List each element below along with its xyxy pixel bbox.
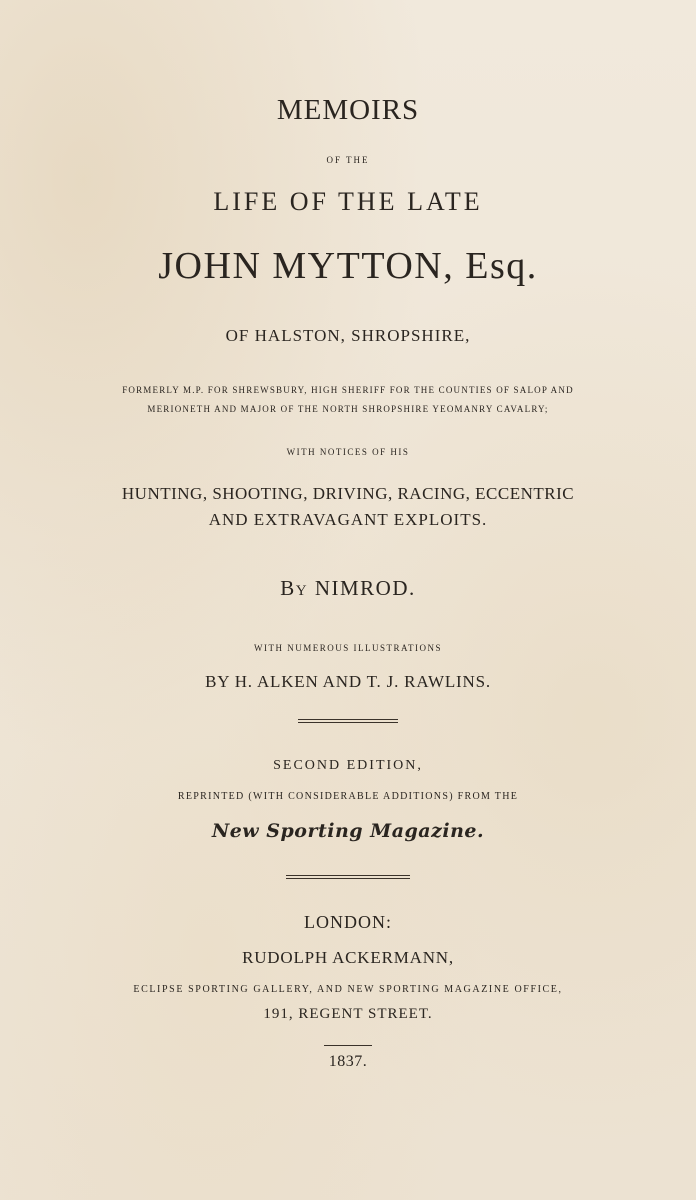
reprint-note: REPRINTED (WITH CONSIDERABLE ADDITIONS) FROM THE (177, 791, 519, 802)
exploits-line-1: HUNTING, SHOOTING, DRIVING, RACING, ECCENTRIC (121, 484, 575, 503)
double-rule-bottom (286, 875, 410, 879)
edition-line: SECOND EDITION, (273, 758, 423, 773)
year-line: 1837. (328, 1053, 368, 1070)
exploits-line-2: AND EXTRAVAGANT EXPLOITS. (208, 510, 488, 529)
of-the-label: OF THE (326, 155, 370, 165)
notices-line: WITH NOTICES OF HIS (286, 447, 410, 457)
life-of-late-line: LIFE OF THE LATE (213, 187, 483, 216)
magazine-name: New Sporting Magazine. (211, 820, 485, 842)
offices-line-2: MERIONETH AND MAJOR OF THE NORTH SHROPSHIRE YEOMANRY CAVALRY; (147, 404, 549, 414)
title-memoirs: MEMOIRS (276, 94, 420, 126)
residence-line: OF HALSTON, SHROPSHIRE, (225, 326, 471, 345)
double-rule-top (298, 719, 398, 723)
offices-line-1: FORMERLY M.P. FOR SHREWSBURY, HIGH SHERIFF FOR THE COUNTIES OF SALOP AND (122, 385, 574, 395)
publisher-line: RUDOLPH ACKERMANN, (242, 948, 454, 967)
city-line: LONDON: (304, 912, 392, 932)
byline: By NIMROD. (280, 576, 416, 600)
illustrators-line: BY H. ALKEN AND T. J. RAWLINS. (205, 672, 491, 691)
illustrations-intro: WITH NUMEROUS ILLUSTRATIONS (254, 643, 442, 653)
year-rule (324, 1045, 372, 1046)
publisher-office-line: ECLIPSE SPORTING GALLERY, AND NEW SPORTING MAGAZINE OFFICE, (133, 984, 563, 995)
subject-name: JOHN MYTTON, Esq. (158, 245, 538, 287)
address-line: 191, REGENT STREET. (263, 1006, 433, 1022)
